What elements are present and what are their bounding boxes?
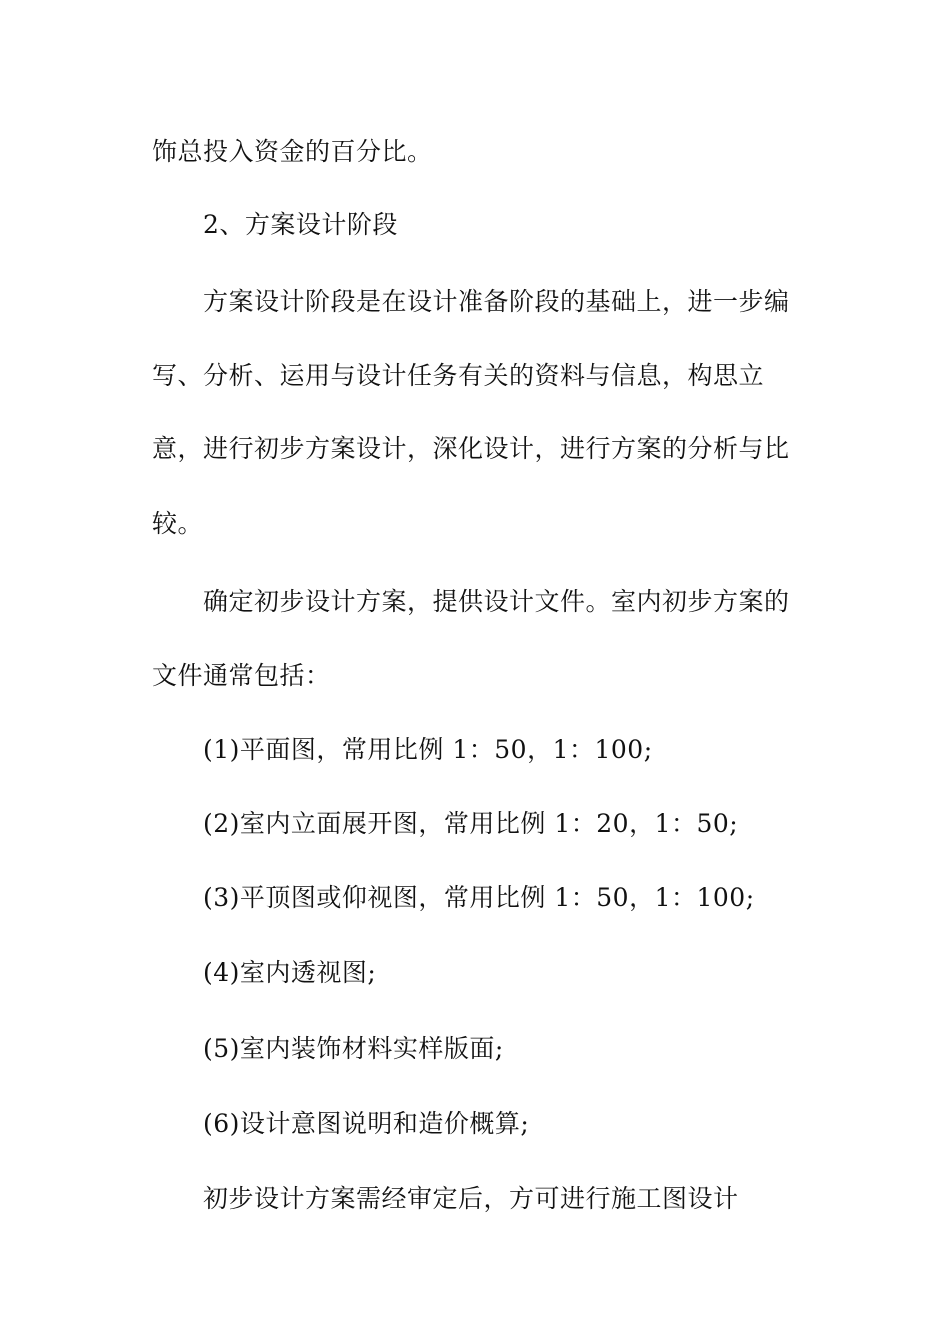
- paragraph-line: 写、分析、运用与设计任务有关的资料与信息，构思立: [152, 361, 765, 390]
- section-heading: 2、方案设计阶段: [203, 210, 398, 239]
- list-item: (5)室内装饰材料实样版面;: [203, 1034, 504, 1063]
- paragraph-line: 初步设计方案需经审定后，方可进行施工图设计: [203, 1184, 739, 1213]
- paragraph-line: 文件通常包括：: [152, 661, 331, 690]
- list-item: (3)平顶图或仰视图，常用比例 1：50，1：100;: [203, 883, 755, 912]
- paragraph-line: 较。: [152, 509, 204, 538]
- list-item: (2)室内立面展开图，常用比例 1：20，1：50;: [203, 809, 739, 838]
- paragraph-line: 意，进行初步方案设计，深化设计，进行方案的分析与比: [152, 434, 790, 463]
- paragraph-continuation: 饰总投入资金的百分比。: [152, 137, 433, 166]
- list-item: (6)设计意图说明和造价概算;: [203, 1109, 530, 1138]
- paragraph-line: 确定初步设计方案，提供设计文件。室内初步方案的: [203, 587, 790, 616]
- paragraph-line: 方案设计阶段是在设计准备阶段的基础上，进一步编: [203, 287, 790, 316]
- list-item: (4)室内透视图;: [203, 958, 377, 987]
- list-item: (1)平面图，常用比例 1：50，1：100;: [203, 735, 653, 764]
